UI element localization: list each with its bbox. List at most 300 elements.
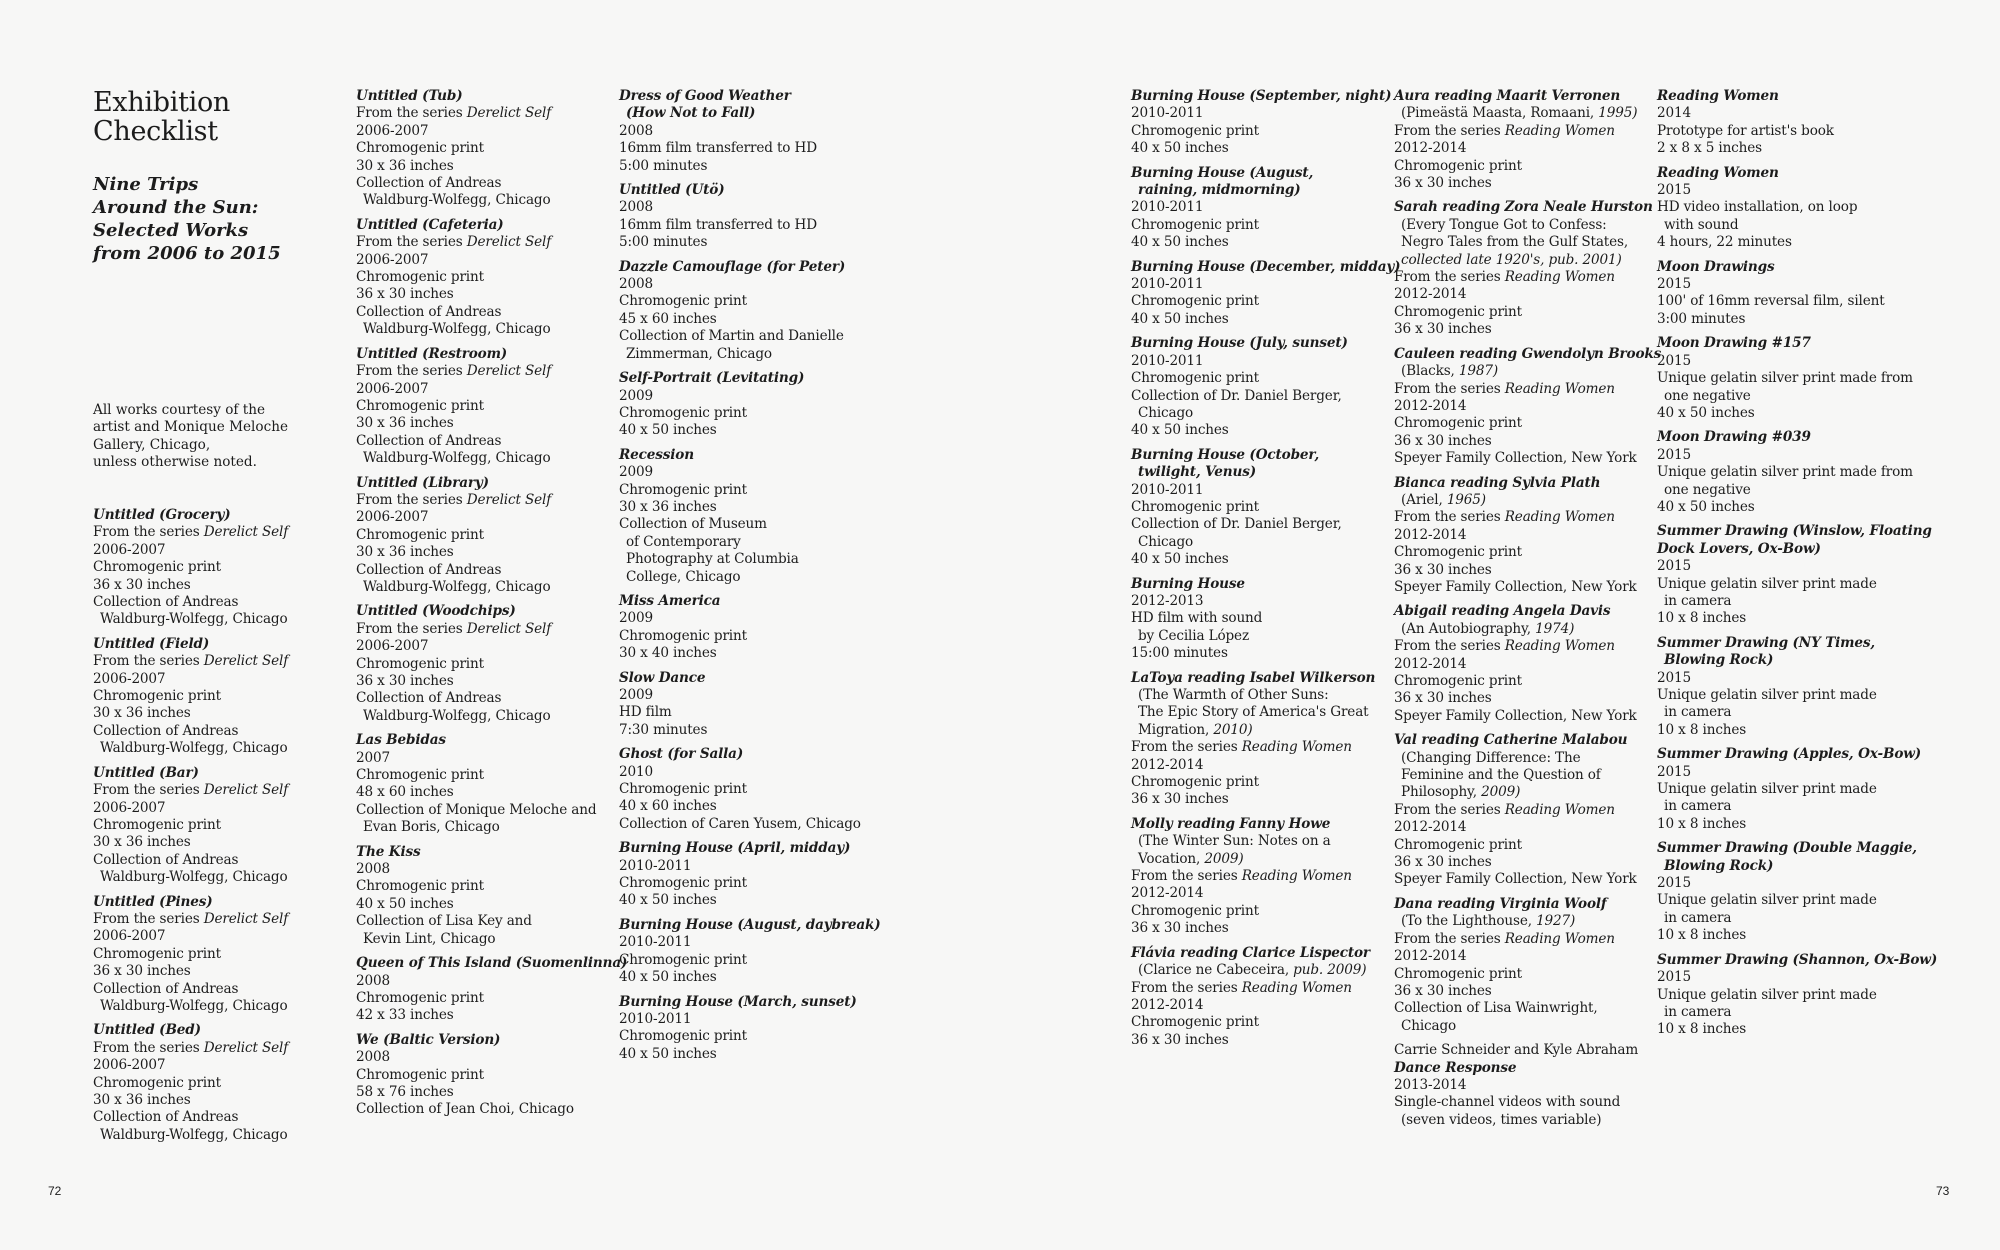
line-text: 2006-2007 — [356, 380, 429, 397]
line-text: LaToya reading Isabel Wilkerson — [1131, 669, 1376, 686]
line-text: 2012-2014 — [1394, 526, 1467, 543]
checklist-entry — [1394, 88, 1664, 192]
artwork-detail — [1657, 610, 1927, 627]
line-text: Chromogenic print — [356, 526, 484, 543]
line-text: Summer Drawing (Double Maggie, — [1657, 840, 1917, 857]
artwork-title — [1131, 670, 1401, 687]
line-text: 2008 — [619, 199, 653, 216]
line-text: 2012-2014 — [1394, 286, 1467, 303]
checklist-entry — [356, 955, 626, 1025]
line-text: Collection of Dr. Daniel Berger, — [1131, 387, 1342, 404]
artwork-title — [1131, 88, 1401, 105]
line-text: 2012-2014 — [1131, 756, 1204, 773]
artwork-title — [619, 746, 889, 763]
artwork-detail — [356, 819, 626, 836]
artwork-detail — [1131, 885, 1401, 902]
artwork-detail — [1657, 910, 1927, 927]
line-text: Burning House (April, midday) — [619, 840, 851, 857]
line-text: HD film — [619, 704, 672, 721]
line-text: Unique gelatin silver print made from — [1657, 464, 1913, 481]
line-text: Dazzle Camouflage (for Peter) — [619, 258, 846, 275]
artwork-detail — [1394, 1018, 1664, 1035]
artwork-detail — [619, 798, 889, 815]
line-text: 40 x 50 inches — [619, 1045, 717, 1062]
artwork-detail — [356, 1084, 626, 1101]
line-text: Waldburg-Wolfegg, Chicago — [100, 869, 288, 886]
line-text: Abigail reading Angela Davis — [1394, 603, 1611, 620]
checklist-entry — [619, 670, 889, 740]
line-text: 36 x 30 inches — [1394, 982, 1492, 999]
line-text: The Kiss — [356, 843, 421, 860]
artwork-detail — [1394, 321, 1664, 338]
artwork-detail — [1131, 920, 1401, 937]
checklist-entry — [1394, 1042, 1664, 1129]
page-title-line: Checklist — [93, 116, 218, 147]
line-text: Waldburg-Wolfegg, Chicago — [100, 740, 288, 757]
artwork-detail — [356, 708, 626, 725]
artwork-title — [93, 636, 348, 653]
artwork-detail — [93, 577, 348, 594]
artwork-detail — [1394, 363, 1664, 380]
line-text: 2012-2014 — [1131, 885, 1204, 902]
line-text: 45 x 60 inches — [619, 310, 717, 327]
line-text: 2015 — [1657, 969, 1691, 986]
checklist-column-1 — [93, 507, 348, 1151]
line-text: 2015 — [1657, 558, 1691, 575]
line-text: College, Chicago — [626, 568, 741, 585]
note-line: artist and Monique Meloche — [93, 419, 288, 436]
artwork-detail — [1394, 433, 1664, 450]
line-text: Waldburg-Wolfegg, Chicago — [100, 1126, 288, 1143]
checklist-entry — [93, 636, 348, 758]
line-text: Unique gelatin silver print made — [1657, 892, 1877, 909]
checklist-entry — [619, 917, 889, 987]
artwork-title — [1657, 523, 1932, 540]
artwork-title — [619, 259, 889, 276]
line-text: in camera — [1664, 798, 1732, 815]
line-text: 40 x 50 inches — [356, 895, 454, 912]
artwork-detail — [356, 1007, 626, 1024]
line-text: Chromogenic print — [93, 688, 221, 705]
checklist-entry — [356, 844, 626, 948]
artwork-detail — [1657, 987, 1927, 1004]
checklist-entry — [1657, 429, 1927, 516]
line-text: From the series — [1394, 801, 1505, 818]
artwork-detail — [1394, 415, 1664, 432]
line-text: Collection of Dr. Daniel Berger, — [1131, 516, 1342, 533]
artwork-title — [1131, 945, 1401, 962]
artwork-detail — [1657, 670, 1927, 687]
artwork-detail — [619, 858, 889, 875]
artwork-detail — [356, 767, 626, 784]
line-text: From the series — [1131, 868, 1242, 885]
checklist-entry — [356, 732, 626, 836]
line-text: Burning House (August, — [1131, 164, 1314, 181]
artwork-detail — [1131, 422, 1401, 439]
line-text: 36 x 30 inches — [1394, 432, 1492, 449]
line-text: 40 x 50 inches — [619, 422, 717, 439]
line-text: Speyer Family Collection, New York — [1394, 871, 1637, 888]
line-text: in camera — [1664, 909, 1732, 926]
line-text: Chromogenic print — [356, 397, 484, 414]
italic-text: Reading Women — [1504, 269, 1615, 286]
line-text: (Blacks, — [1401, 363, 1459, 380]
italic-text: Reading Women — [1241, 979, 1352, 996]
checklist-entry — [619, 370, 889, 440]
line-text: in camera — [1664, 1003, 1732, 1020]
artwork-detail — [1394, 450, 1664, 467]
line-text: (To the Lighthouse, — [1401, 913, 1537, 930]
artwork-detail — [1131, 105, 1401, 122]
artwork-detail — [619, 293, 889, 310]
line-text: From the series — [93, 910, 204, 927]
checklist-entry — [1131, 88, 1401, 158]
checklist-entry — [1394, 475, 1664, 597]
artwork-detail — [93, 852, 348, 869]
line-text: one negative — [1664, 481, 1751, 498]
line-text: 4 hours, 22 minutes — [1657, 234, 1792, 251]
artwork-detail — [1657, 558, 1927, 575]
line-text: Slow Dance — [619, 669, 706, 686]
artwork-detail — [619, 1011, 889, 1028]
line-text: Chromogenic print — [93, 945, 221, 962]
line-text: Chromogenic print — [1131, 370, 1259, 387]
artwork-detail — [1131, 234, 1401, 251]
italic-text: Derelict Self — [466, 234, 552, 251]
artwork-detail — [1131, 217, 1401, 234]
artwork-detail — [93, 800, 348, 817]
line-text: Burning House (August, daybreak) — [619, 916, 881, 933]
artwork-detail — [93, 653, 348, 670]
artwork-detail — [356, 433, 626, 450]
artwork-detail — [356, 562, 626, 579]
line-text: 2006-2007 — [93, 670, 166, 687]
line-text: 2010-2011 — [1131, 352, 1204, 369]
line-text: Chromogenic print — [356, 1066, 484, 1083]
artwork-detail — [1394, 217, 1664, 234]
page-title — [93, 88, 333, 146]
artwork-title — [356, 88, 626, 105]
artwork-detail — [93, 946, 348, 963]
artwork-detail — [1394, 819, 1664, 836]
artwork-detail — [619, 816, 889, 833]
italic-text: 1965) — [1446, 491, 1486, 508]
artwork-detail — [356, 1049, 626, 1066]
artwork-detail — [1394, 398, 1664, 415]
artwork-detail — [1131, 774, 1401, 791]
artwork-title — [1131, 816, 1401, 833]
checklist-entry — [1657, 165, 1927, 252]
artwork-detail — [1131, 980, 1401, 997]
italic-text: 2009) — [1481, 784, 1521, 801]
artwork-detail — [1131, 1014, 1401, 1031]
artwork-detail — [356, 286, 626, 303]
line-text: Moon Drawing #039 — [1657, 429, 1811, 446]
line-text: 3:00 minutes — [1657, 310, 1746, 327]
checklist-entry — [1657, 88, 1927, 158]
line-text: in camera — [1664, 704, 1732, 721]
artwork-detail — [1657, 182, 1927, 199]
line-text: 2006-2007 — [93, 928, 166, 945]
artwork-title — [1131, 335, 1401, 352]
italic-text: Reading Women — [1504, 509, 1615, 526]
line-text: Waldburg-Wolfegg, Chicago — [363, 707, 551, 724]
line-text: Untitled (Restroom) — [356, 345, 508, 362]
line-text: 10 x 8 inches — [1657, 927, 1747, 944]
artwork-detail — [1394, 638, 1664, 655]
line-text: 15:00 minutes — [1131, 645, 1228, 662]
artwork-detail — [356, 1067, 626, 1084]
artwork-detail — [1394, 871, 1664, 888]
artwork-detail — [1657, 781, 1927, 798]
artwork-detail — [93, 1040, 348, 1057]
line-text: Summer Drawing (Shannon, Ox-Bow) — [1657, 951, 1938, 968]
italic-text: pub. 2009) — [1293, 962, 1367, 979]
artwork-detail — [93, 705, 348, 722]
artwork-detail — [1394, 579, 1664, 596]
artwork-detail — [1657, 764, 1927, 781]
artwork-detail — [93, 782, 348, 799]
artwork-detail — [1394, 913, 1664, 930]
artwork-detail — [93, 963, 348, 980]
artwork-detail — [356, 861, 626, 878]
line-text: Burning House (July, sunset) — [1131, 335, 1348, 352]
line-text: 2015 — [1657, 446, 1691, 463]
artwork-detail — [93, 542, 348, 559]
checklist-entry — [619, 182, 889, 252]
artwork-detail — [1394, 544, 1664, 561]
line-text: 5:00 minutes — [619, 157, 708, 174]
italic-text: Derelict Self — [466, 491, 552, 508]
artwork-detail — [1394, 140, 1664, 157]
artwork-detail — [1394, 492, 1664, 509]
artwork-detail — [1394, 931, 1664, 948]
checklist-entry — [619, 259, 889, 363]
artwork-title — [619, 447, 889, 464]
line-text: 30 x 36 inches — [93, 705, 191, 722]
artwork-detail — [619, 892, 889, 909]
artwork-title — [356, 217, 626, 234]
artwork-detail — [356, 158, 626, 175]
artwork-detail — [619, 1028, 889, 1045]
line-text: 5:00 minutes — [619, 234, 708, 251]
artwork-title — [619, 917, 889, 934]
artwork-title — [356, 475, 626, 492]
line-text: (Every Tongue Got to Confess: — [1401, 216, 1607, 233]
italic-text: 1927) — [1536, 913, 1576, 930]
line-text: From the series — [1394, 269, 1505, 286]
artwork-title — [619, 994, 889, 1011]
artwork-detail — [1131, 199, 1401, 216]
line-text: (Ariel, — [1401, 491, 1447, 508]
line-text: 16mm film transferred to HD — [619, 140, 817, 157]
checklist-entry — [1131, 576, 1401, 663]
line-text: 16mm film transferred to HD — [619, 216, 817, 233]
artwork-detail — [619, 123, 889, 140]
line-text: (Pimeästä Maasta, Romaani, — [1401, 105, 1599, 122]
checklist-entry — [619, 840, 889, 910]
line-text: 2009 — [619, 687, 653, 703]
line-text: Summer Drawing (NY Times, — [1657, 634, 1875, 651]
artwork-detail — [619, 405, 889, 422]
artwork-detail — [1657, 722, 1927, 739]
line-text: Collection of Andreas — [93, 594, 239, 611]
line-text: Waldburg-Wolfegg, Chicago — [363, 321, 551, 338]
line-text: Waldburg-Wolfegg, Chicago — [363, 450, 551, 467]
line-text: 2 x 8 x 5 inches — [1657, 140, 1762, 157]
artwork-title — [619, 593, 889, 610]
line-text: 30 x 36 inches — [356, 544, 454, 561]
artwork-title — [356, 844, 626, 861]
line-text: Chromogenic print — [1394, 544, 1522, 561]
line-text: 10 x 8 inches — [1657, 721, 1747, 738]
line-text: Burning House (September, night) — [1131, 88, 1392, 104]
artwork-detail — [619, 569, 889, 586]
checklist-entry — [619, 593, 889, 663]
artwork-detail — [1657, 704, 1927, 721]
line-text: 36 x 30 inches — [93, 576, 191, 593]
line-text: Unique gelatin silver print made — [1657, 575, 1877, 592]
artwork-detail — [1657, 234, 1927, 251]
line-text: Chromogenic print — [93, 816, 221, 833]
artwork-detail — [356, 673, 626, 690]
artwork-detail — [1131, 868, 1401, 885]
line-text: HD video installation, on loop — [1657, 199, 1858, 216]
line-text: Val reading Catherine Malabou — [1394, 732, 1628, 749]
line-text: Burning House (March, sunset) — [619, 993, 857, 1010]
artwork-detail — [619, 346, 889, 363]
line-text: 40 x 50 inches — [1131, 422, 1229, 439]
line-text: Burning House — [1131, 575, 1245, 592]
artwork-detail — [93, 1109, 348, 1126]
line-text: (An Autobiography, — [1401, 620, 1536, 637]
artwork-detail — [93, 928, 348, 945]
artwork-title — [1394, 199, 1664, 216]
line-text: Prototype for artist's book — [1657, 122, 1834, 139]
line-text: 2012-2014 — [1131, 996, 1204, 1013]
artwork-title — [1394, 88, 1664, 105]
line-text: 40 x 50 inches — [619, 892, 717, 909]
artwork-detail — [1657, 1021, 1927, 1038]
italic-text: Derelict Self — [466, 105, 552, 122]
artwork-title — [93, 507, 348, 524]
artwork-title — [1131, 259, 1401, 276]
line-text: From the series — [1131, 739, 1242, 756]
artwork-detail — [1131, 645, 1401, 662]
note-line: unless otherwise noted. — [93, 454, 257, 471]
page-title-line: Exhibition — [93, 87, 231, 118]
checklist-entry — [1131, 945, 1401, 1049]
artwork-detail — [356, 363, 626, 380]
artwork-detail — [1394, 802, 1664, 819]
line-text: Chromogenic print — [619, 293, 747, 310]
artwork-detail — [619, 628, 889, 645]
artwork-detail — [93, 834, 348, 851]
line-text: Chromogenic print — [619, 404, 747, 421]
line-text: Waldburg-Wolfegg, Chicago — [363, 192, 551, 209]
line-text: From the series — [1394, 122, 1505, 139]
artwork-detail — [93, 1057, 348, 1074]
artwork-detail — [356, 931, 626, 948]
line-text: 40 x 50 inches — [619, 969, 717, 986]
subtitle-line: Around the Sun: — [93, 197, 259, 218]
artwork-detail — [1394, 750, 1664, 767]
artwork-title — [1131, 464, 1401, 481]
line-text: 42 x 33 inches — [356, 1007, 454, 1024]
artwork-title — [1657, 429, 1927, 446]
artwork-detail — [619, 217, 889, 234]
artwork-title — [1131, 182, 1401, 199]
line-text: Sarah reading Zora Neale Hurston — [1394, 199, 1653, 216]
artwork-detail — [1131, 311, 1401, 328]
checklist-entry — [1131, 165, 1401, 252]
line-text: Chromogenic print — [1394, 836, 1522, 853]
line-text: 30 x 36 inches — [619, 498, 717, 515]
checklist-column-3 — [619, 88, 889, 1070]
checklist-column-6 — [1657, 88, 1938, 1046]
line-text: 48 x 60 inches — [356, 784, 454, 801]
artwork-detail — [1657, 464, 1927, 481]
line-text: 10 x 8 inches — [1657, 1021, 1747, 1038]
line-text: 2009 — [619, 387, 653, 404]
artwork-detail — [1131, 722, 1401, 739]
line-text: 2010-2011 — [1131, 105, 1204, 122]
line-text: Vocation, — [1138, 850, 1205, 867]
artwork-title — [1657, 541, 1927, 558]
artwork-detail — [356, 878, 626, 895]
artwork-detail — [1657, 353, 1927, 370]
line-text: Chromogenic print — [1394, 673, 1522, 689]
line-text: 2008 — [619, 276, 653, 293]
line-text: Speyer Family Collection, New York — [1394, 578, 1637, 595]
artwork-detail — [619, 704, 889, 721]
line-text: Chromogenic print — [619, 875, 747, 892]
artwork-detail — [356, 913, 626, 930]
line-text: Collection of Lisa Key and — [356, 913, 532, 930]
line-text: Chromogenic print — [1394, 965, 1522, 982]
line-text: Untitled (Cafeteria) — [356, 216, 504, 233]
line-text: 2012-2014 — [1394, 948, 1467, 965]
artwork-detail — [356, 123, 626, 140]
artwork-detail — [1394, 837, 1664, 854]
line-text: From the series — [1394, 638, 1505, 655]
artwork-detail — [1657, 892, 1927, 909]
line-text: 2010-2011 — [619, 1010, 692, 1027]
line-text: 2010 — [619, 763, 653, 780]
line-text: Dress of Good Weather — [619, 88, 791, 104]
checklist-entry — [1657, 746, 1927, 833]
artwork-detail — [1131, 593, 1401, 610]
artwork-detail — [619, 516, 889, 533]
artwork-detail — [1394, 1042, 1664, 1059]
artwork-detail — [1394, 562, 1664, 579]
artwork-detail — [356, 398, 626, 415]
line-text: Speyer Family Collection, New York — [1394, 450, 1637, 467]
line-text: From the series — [356, 105, 467, 122]
line-text: Bianca reading Sylvia Plath — [1394, 474, 1601, 491]
artwork-detail — [1657, 370, 1927, 387]
artwork-title — [1657, 951, 1938, 969]
checklist-column-2 — [356, 88, 626, 1126]
line-text: 40 x 50 inches — [1131, 140, 1229, 157]
artwork-detail — [1394, 708, 1664, 725]
line-text: Cauleen reading Gwendolyn Brooks — [1394, 345, 1662, 362]
line-text: Collection of Andreas — [93, 851, 239, 868]
artwork-detail — [93, 688, 348, 705]
line-text: Zimmerman, Chicago — [626, 345, 772, 362]
line-text: Chicago — [1138, 404, 1194, 421]
artwork-detail — [1394, 690, 1664, 707]
